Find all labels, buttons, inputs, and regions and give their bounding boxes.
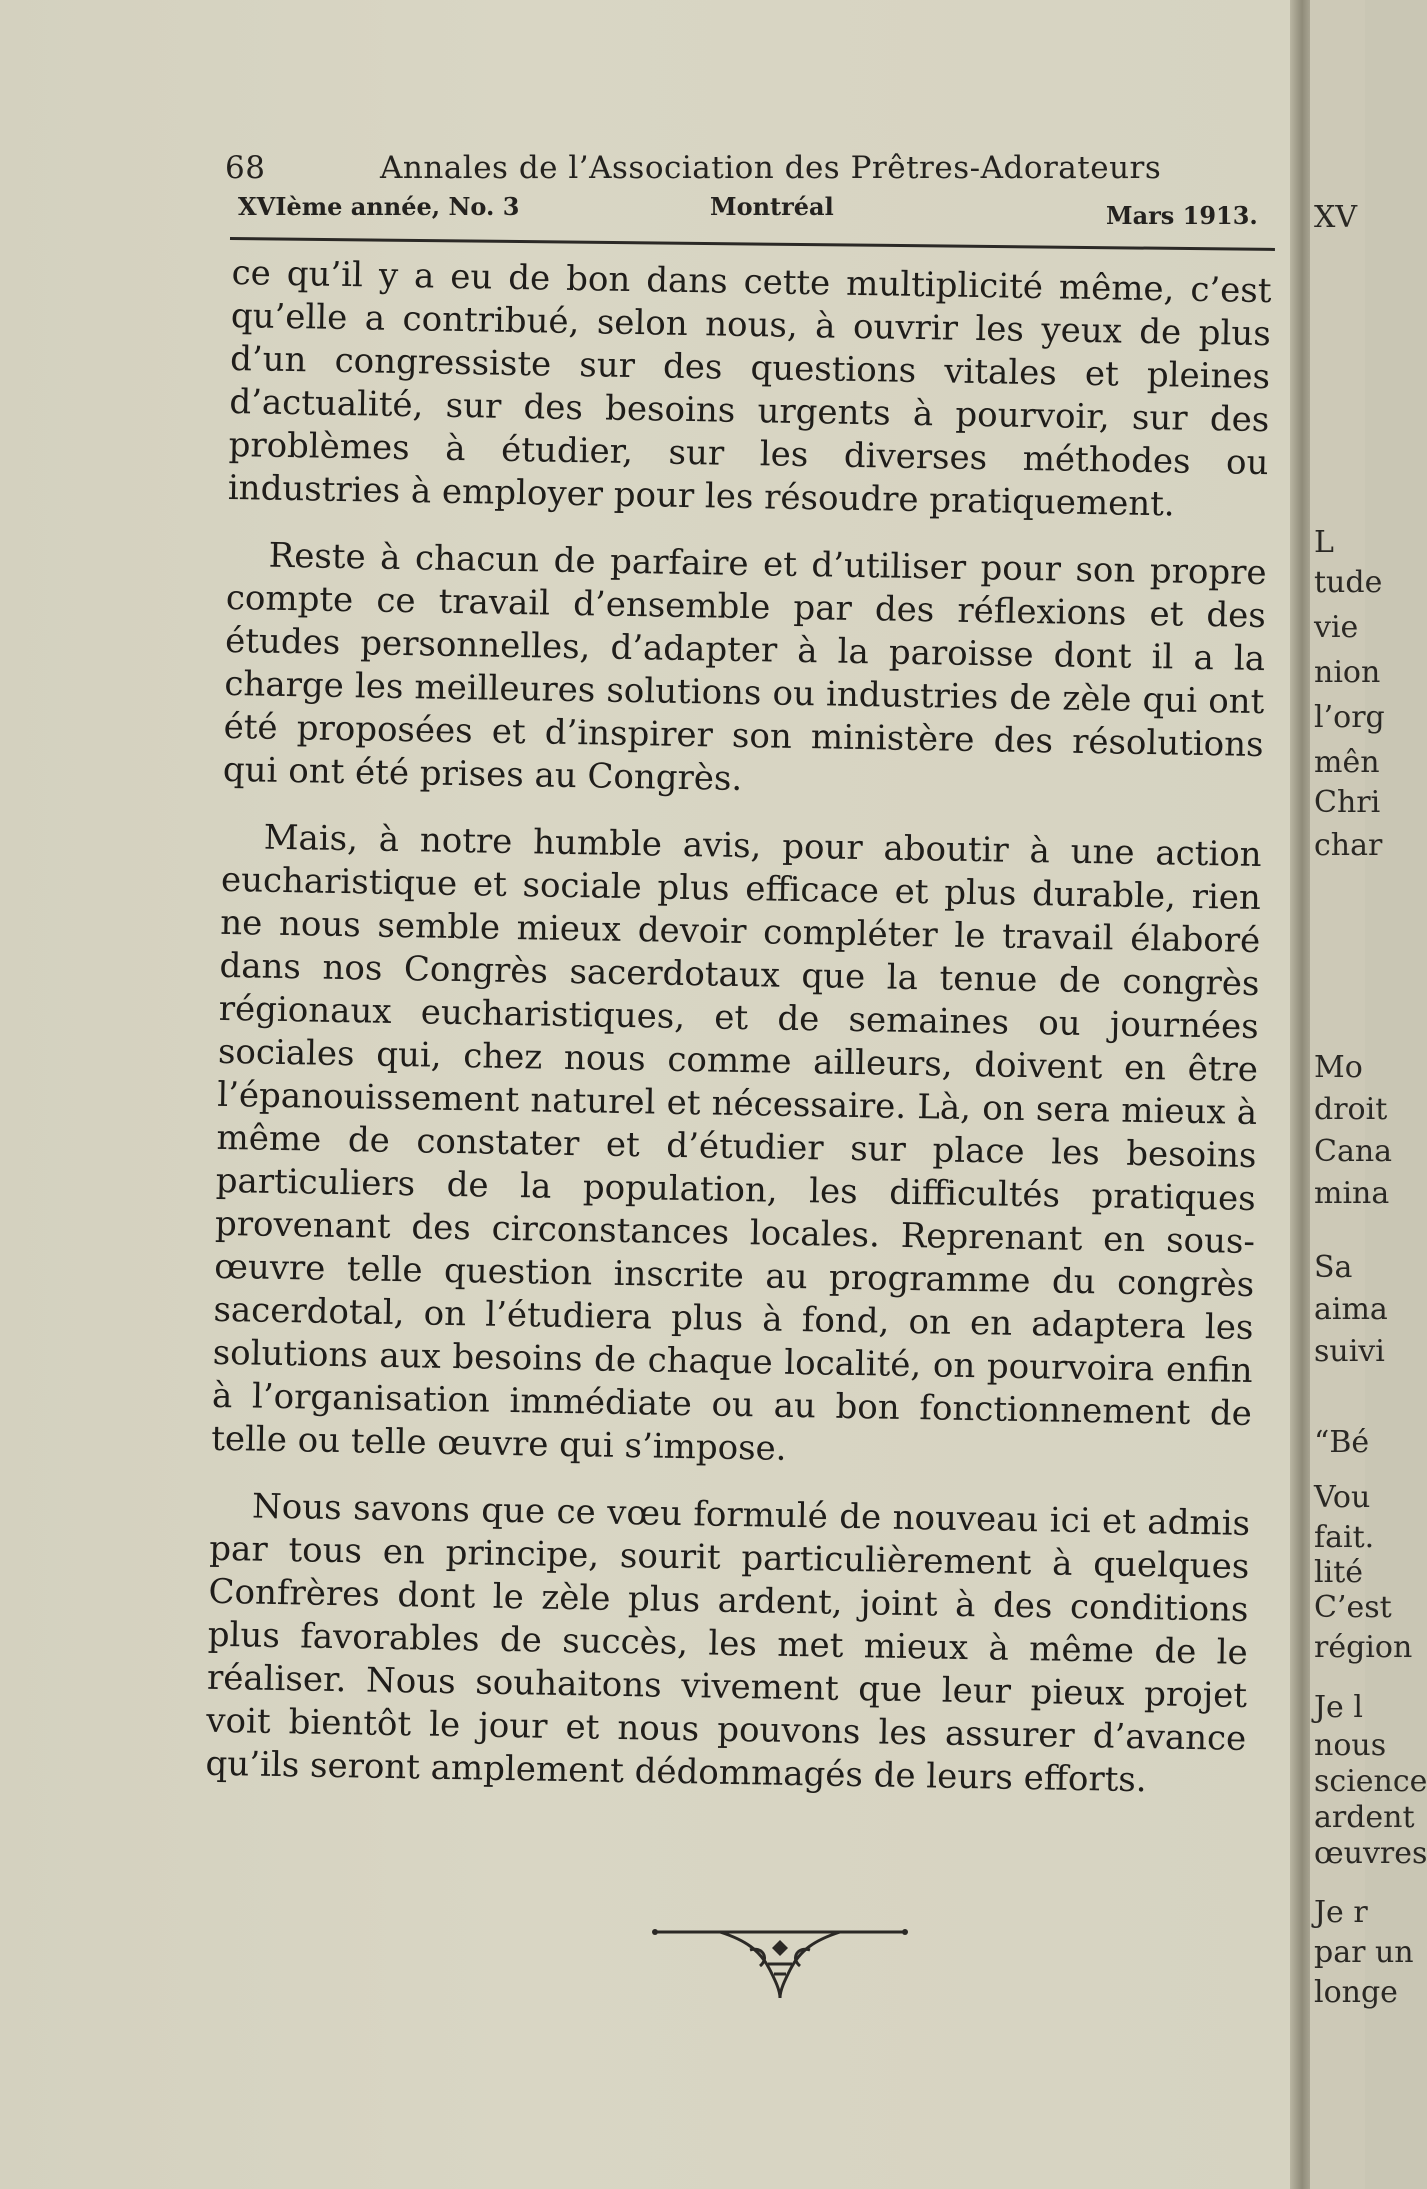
facing-fragment: l’org bbox=[1314, 700, 1385, 735]
issue-date: Mars 1913. bbox=[1106, 201, 1258, 230]
facing-fragment: lité bbox=[1314, 1555, 1363, 1590]
decorative-ornament bbox=[650, 1920, 910, 2000]
facing-fragment: vie bbox=[1314, 610, 1359, 645]
article-body bbox=[205, 252, 1272, 1828]
header-rule bbox=[230, 237, 1275, 251]
journal-title: Annales de l’Association des Prêtres-Adorateurs bbox=[380, 150, 1162, 186]
facing-fragment: tude bbox=[1314, 565, 1383, 600]
paragraph-2: Reste à chacun de parfaire et d’utiliser pour son propre compte ce travail d’ensemble par des réflexions et des études personnelles, d’adapter à la paroisse dont il a la charge les meilleures solutions ou industries de zèle qui ont été proposées et d’inspirer son ministère des résolutions qui ont été prises au Congrès. bbox=[222, 535, 1267, 799]
facing-fragment: Cana bbox=[1314, 1134, 1393, 1169]
facing-fragment: L bbox=[1314, 525, 1334, 560]
facing-fragment: char bbox=[1314, 828, 1383, 863]
facing-fragment: ardent bbox=[1314, 1800, 1415, 1835]
facing-fragment: Mo bbox=[1314, 1050, 1363, 1085]
facing-fragment: par un bbox=[1314, 1935, 1414, 1970]
facing-fragment: droit bbox=[1314, 1092, 1388, 1127]
facing-fragment: Sa bbox=[1314, 1250, 1353, 1285]
city: Montréal bbox=[710, 192, 834, 221]
page-number: 68 bbox=[225, 150, 266, 186]
facing-fragment: Je l bbox=[1314, 1690, 1363, 1725]
facing-fragment: science bbox=[1314, 1764, 1427, 1799]
facing-fragment: Chri bbox=[1314, 785, 1381, 820]
facing-fragment: Vou bbox=[1314, 1480, 1371, 1515]
facing-fragment: Je r bbox=[1314, 1895, 1368, 1930]
volume-info: XVIème année, No. 3 bbox=[238, 192, 520, 221]
facing-fragment: mina bbox=[1314, 1176, 1390, 1211]
facing-fragment: XV bbox=[1314, 200, 1358, 235]
paragraph-1: ce qu’il y a eu de bon dans cette multiplicité même, c’est qu’elle a contribué, selon nous, à ouvrir les yeux de plus d’un congressiste sur des questions vitales et pleines d’actualité, sur des besoins urgents à pourvoir, sur des problèmes à étudier, sur les diverses méthodes ou industries à employer pour les résoudre pratiquement. bbox=[227, 252, 1272, 525]
facing-fragment: nous bbox=[1314, 1728, 1387, 1763]
facing-fragment: région bbox=[1314, 1630, 1413, 1665]
facing-page-edge bbox=[1310, 0, 1427, 2189]
facing-fragment: suivi bbox=[1314, 1334, 1385, 1369]
paragraph-3: Mais, à notre humble avis, pour aboutir à une action eucharistique et sociale plus efficace et plus durable, rien ne nous semble mieux devoir compléter le travail élaboré dans nos Congrès sacerdotaux que la tenue de congrès régionaux eucharistiques, et de semaines ou journées sociales qui, chez nous comme ailleurs, doivent en être l’épanouissement naturel et nécessaire. Là, on sera mieux à même de constater et d’étudier sur place les besoins particuliers de la population, les difficultés pratiques provenant des circonstances locales. Reprenant en sous-œuvre telle question inscrite au programme du congrès sacerdotal, on l’étudiera plus à fond, on en adaptera les solutions aux besoins de chaque localité, on pourvoira enfin à l’organisation immédiate ou au bon fonctionnement de telle ou telle œuvre qui s’impose. bbox=[210, 817, 1262, 1469]
facing-fragment: longe bbox=[1314, 1975, 1398, 2010]
facing-fragment: fait. bbox=[1314, 1520, 1375, 1555]
book-gutter bbox=[1290, 0, 1310, 2189]
facing-fragment: nion bbox=[1314, 655, 1381, 690]
facing-fragment: “Bé bbox=[1314, 1425, 1370, 1460]
paragraph-4: Nous savons que ce vœu formulé de nouveau ici et admis par tous en principe, sourit particulièrement à quelques Confrères dont le zèle plus ardent, joint à des conditions plus favorables de succès, les met mieux à même de le réaliser. Nous souhaitons vivement que leur pieux projet voit bientôt le jour et nous pouvons les assurer d’avance qu’ils seront amplement dédommagés de leurs efforts. bbox=[205, 1486, 1251, 1801]
facing-fragment: œuvres bbox=[1314, 1836, 1427, 1871]
facing-fragment: mên bbox=[1314, 745, 1380, 780]
facing-fragment: C’est bbox=[1314, 1590, 1392, 1625]
facing-fragment: aima bbox=[1314, 1292, 1388, 1327]
